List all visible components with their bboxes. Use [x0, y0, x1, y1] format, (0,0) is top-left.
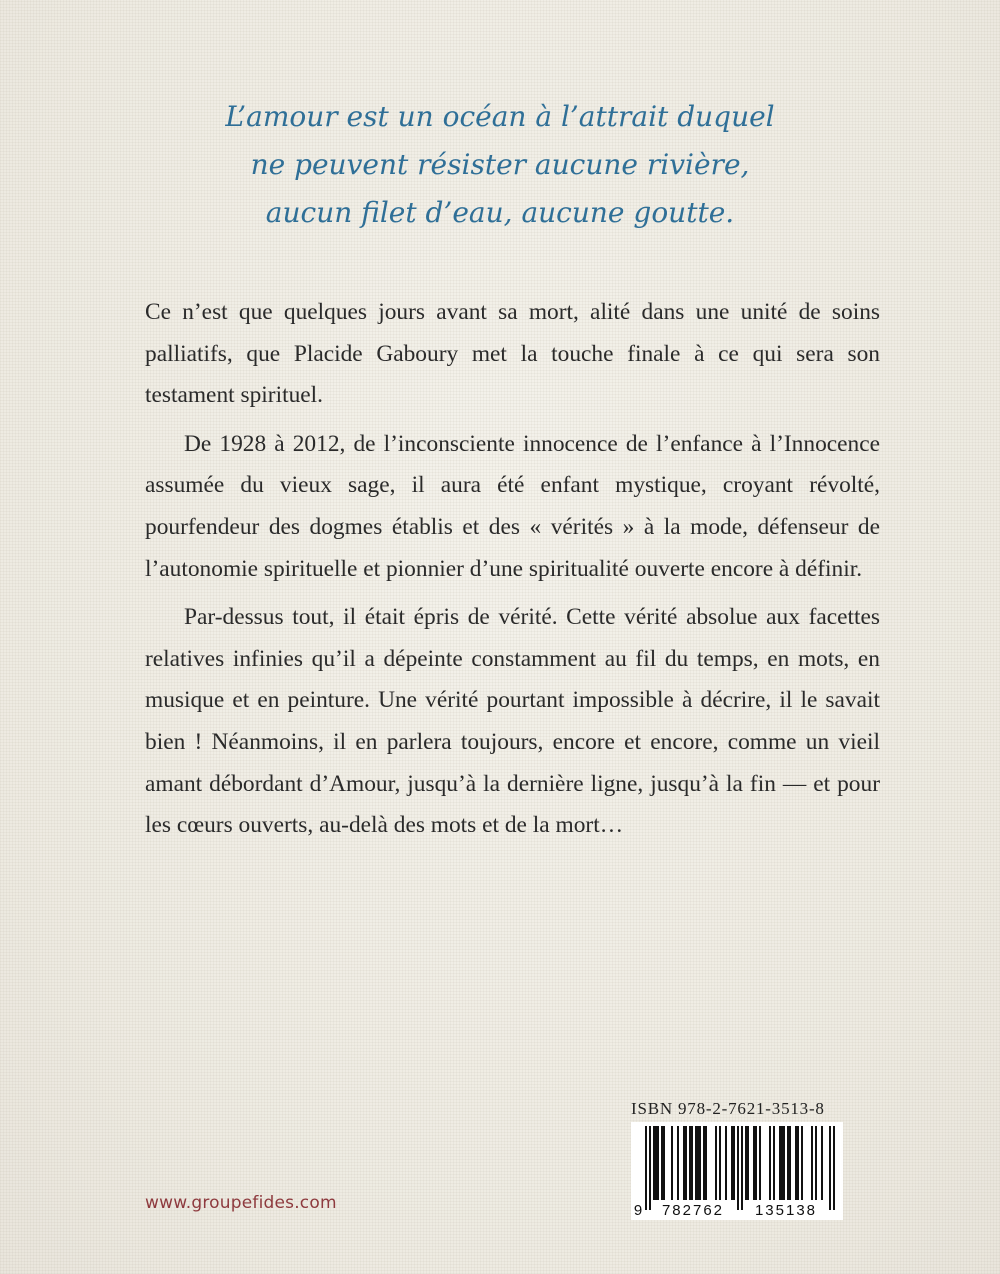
barcode-bar	[829, 1126, 831, 1210]
paragraph: De 1928 à 2012, de l’inconsciente innocence de l’enfance à l’Innocence assumée du vieux sage, il aura été enfant mystique, croyant révolté, pourfendeur des dogmes établis et des « vérités » à la mode, défenseur de l’autonomie spirituelle et pionnier d’une spiritualité ouverte encore à définir.	[145, 430, 880, 582]
epigraph-line: aucun filet d’eau, aucune goutte.	[265, 196, 735, 229]
barcode-bar	[811, 1126, 813, 1200]
barcode-bar	[683, 1126, 685, 1200]
barcode-bar	[745, 1126, 747, 1200]
paragraph: Par-dessus tout, il était épris de vérité. Cette vérité absolue aux facettes relatives infinies qu’il a dépeinte constamment au fil du temps, en mots, en musique et en peinture. Une vérité pourtant impossible à décrire, il le savait bien ! Néanmoins, il en parlera toujours, encore et encore, comme un vieil amant débordant d’Amour, jusqu’à la dernière ligne, jusqu’à la fin — et pour les cœurs ouverts, au-delà des mots et de la mort…	[145, 604, 880, 839]
barcode-bar	[759, 1126, 761, 1200]
barcode-bar	[731, 1126, 733, 1200]
barcode-bar	[797, 1126, 799, 1200]
barcode-bar	[801, 1126, 803, 1200]
barcode-bar	[703, 1126, 705, 1200]
barcode-bar	[769, 1126, 771, 1200]
barcode-bar	[795, 1126, 797, 1200]
barcode-bar	[747, 1126, 749, 1200]
barcode-bar	[781, 1126, 783, 1200]
barcode-bar	[755, 1126, 757, 1200]
barcode-bar	[783, 1126, 785, 1200]
barcode-bar	[661, 1126, 663, 1200]
back-cover-text	[145, 292, 880, 854]
barcode-right-digits: 135138	[754, 1202, 818, 1219]
barcode-bar	[653, 1126, 655, 1200]
epigraph-line: L’amour est un océan à l’attrait duquel	[225, 100, 775, 133]
barcode-bar	[697, 1126, 699, 1200]
barcode-bar	[719, 1126, 721, 1200]
publisher-website-link[interactable]: www.groupefides.com	[145, 1193, 337, 1213]
barcode-bar	[689, 1126, 691, 1200]
barcode-bar	[815, 1126, 817, 1200]
barcode-bar	[741, 1126, 743, 1210]
barcode-bar	[737, 1126, 739, 1210]
barcode-bar	[773, 1126, 775, 1200]
barcode-bar	[691, 1126, 693, 1200]
barcode-bar	[705, 1126, 707, 1200]
barcode-graphic	[631, 1122, 843, 1220]
barcode-bar	[645, 1126, 647, 1210]
barcode-bar	[779, 1126, 781, 1200]
paragraph: Ce n’est que quelques jours avant sa mort, alité dans une unité de soins palliatifs, que Placide Gaboury met la touche finale à ce qui sera son testament spirituel.	[145, 299, 880, 409]
barcode-bar	[655, 1126, 657, 1200]
epigraph	[0, 93, 1000, 237]
barcode-bar	[789, 1126, 791, 1200]
barcode	[631, 1122, 843, 1220]
barcode-bar	[833, 1126, 835, 1210]
barcode-bar	[685, 1126, 687, 1200]
barcode-bar	[821, 1126, 823, 1200]
barcode-bar	[671, 1126, 673, 1200]
barcode-bar	[657, 1126, 659, 1200]
barcode-bar	[695, 1126, 697, 1200]
isbn-label: ISBN 978-2-7621-3513-8	[631, 1099, 825, 1118]
barcode-bar	[663, 1126, 665, 1200]
epigraph-line: ne peuvent résister aucune rivière,	[250, 148, 750, 181]
barcode-bar	[725, 1126, 727, 1200]
barcode-bar	[677, 1126, 679, 1200]
barcode-bar	[715, 1126, 717, 1200]
barcode-first-digit: 9	[633, 1202, 643, 1219]
barcode-bar	[787, 1126, 789, 1200]
barcode-bar	[649, 1126, 651, 1210]
barcode-bar	[753, 1126, 755, 1200]
barcode-bar	[733, 1126, 735, 1200]
barcode-left-digits: 782762	[661, 1202, 725, 1219]
barcode-bar	[699, 1126, 701, 1200]
